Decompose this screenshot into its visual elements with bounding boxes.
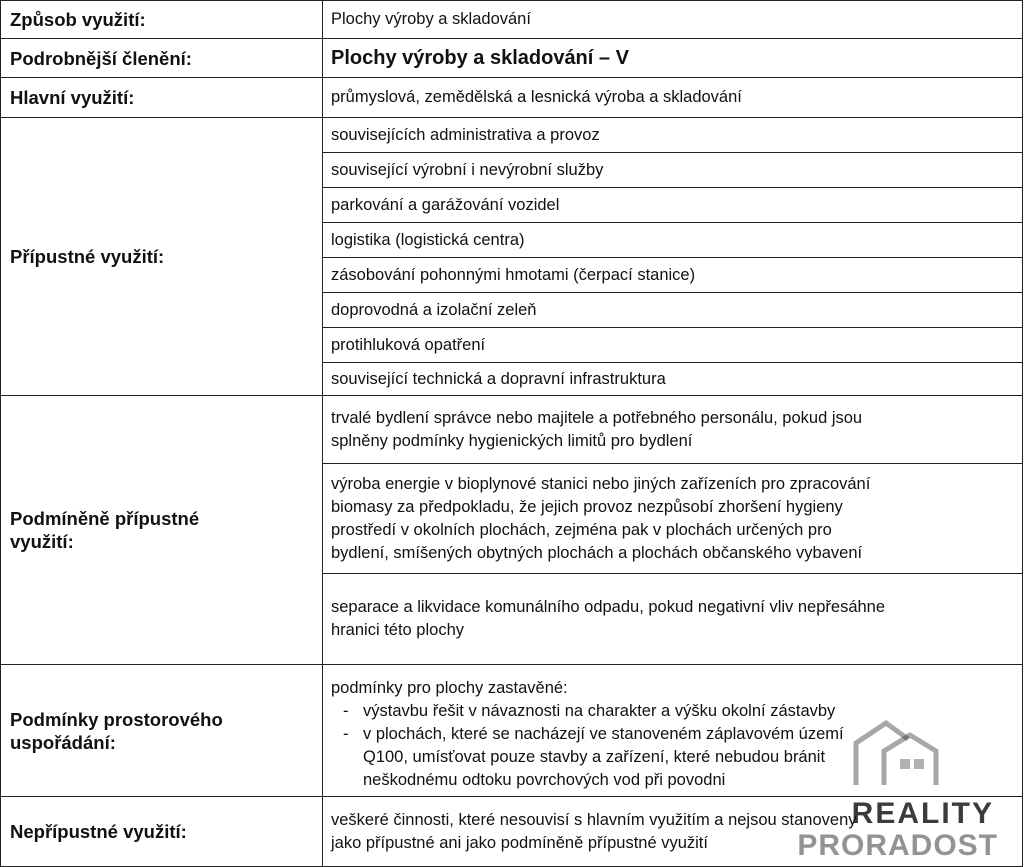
label-zpusob-vyuziti: Způsob využití:	[1, 1, 323, 39]
text-line: hranici této plochy	[331, 621, 464, 639]
label-podminene-pripustne	[1, 396, 323, 665]
text-line: Q100, umísťovat pouze stavby a zařízení, které nebudou bránit	[363, 748, 826, 766]
row-hlavni-vyuziti	[1, 78, 1023, 118]
text-line: jako přípustné ani jako podmíněně přípustné využití	[331, 833, 708, 852]
text-line: - výstavbu řešit v návaznosti na charakter a výšku okolní zástavby	[363, 702, 836, 720]
label-line: využití:	[10, 531, 74, 552]
pripustne-item: zásobování pohonnými hmotami (čerpací stanice)	[323, 258, 1023, 293]
bullet-item	[331, 700, 1016, 723]
label-line: Podmíněně přípustné	[10, 508, 200, 529]
row-nepripustne-vyuziti	[1, 797, 1023, 867]
pripustne-item: souvisejících administrativa a provoz	[323, 118, 1023, 153]
pripustne-item: parkování a garážování vozidel	[323, 188, 1023, 223]
value-podminky-prostoroveho	[323, 665, 1023, 797]
row-podrobnejsi-cleneni	[1, 39, 1023, 78]
watermark-line: PRORADOST	[797, 829, 998, 862]
label-nepripustne-vyuziti: Nepřípustné využití:	[1, 797, 323, 867]
pripustne-item: doprovodná a izolační zeleň	[323, 293, 1023, 328]
value-zpusob-vyuziti: Plochy výroby a skladování	[323, 1, 1023, 39]
row-podminene-pripustne	[1, 396, 1023, 464]
label-podrobnejsi-cleneni: Podrobnější členění:	[1, 39, 323, 78]
text-line: separace a likvidace komunálního odpadu, pokud negativní vliv nepřesáhne	[331, 598, 886, 616]
label-hlavni-vyuziti: Hlavní využití:	[1, 78, 323, 118]
value-podrobnejsi-cleneni: Plochy výroby a skladování – V	[323, 39, 1023, 78]
text-line: neškodnému odtoku povrchových vod při povodni	[363, 771, 726, 789]
pripustne-item: související výrobní i nevýrobní služby	[323, 153, 1023, 188]
value-hlavni-vyuziti: průmyslová, zemědělská a lesnická výroba a skladování	[323, 78, 1023, 118]
text-line: splněny podmínky hygienických limitů pro bydlení	[331, 431, 693, 450]
label-line: Podmínky prostorového	[10, 708, 223, 730]
text-line: trvalé bydlení správce nebo majitele a potřebného personálu, pokud jsou	[331, 408, 863, 427]
label-pripustne-vyuziti: Přípustné využití:	[1, 118, 323, 396]
intro-text: podmínky pro plochy zastavěné:	[331, 679, 568, 697]
value-nepripustne-vyuziti	[323, 797, 1023, 867]
podminene-item	[323, 464, 1023, 574]
text-line: prostředí v okolních plochách, zejména pak v plochách určených pro	[331, 520, 832, 539]
label-podminky-prostoroveho	[1, 665, 323, 797]
row-pripustne-vyuziti	[1, 118, 1023, 153]
pripustne-item: logistika (logistická centra)	[323, 223, 1023, 258]
bullet-list	[331, 700, 1016, 792]
text-line: veškeré činnosti, které nesouvisí s hlavním využitím a nejsou stanoveny	[331, 810, 857, 829]
pripustne-item: protihluková opatření	[323, 328, 1023, 363]
label-line: uspořádání:	[10, 731, 116, 753]
podminene-item	[323, 396, 1023, 464]
podminene-item	[323, 574, 1023, 665]
text-line: - v plochách, které se nacházejí ve stanoveném záplavovém území	[363, 725, 844, 743]
watermark-line: REALITY	[851, 797, 994, 830]
bullet-item	[331, 723, 1016, 792]
pripustne-item: související technická a dopravní infrastruktura	[323, 363, 1023, 396]
row-zpusob-vyuziti	[1, 1, 1023, 39]
row-podminky-prostoroveho	[1, 665, 1023, 797]
text-line: výroba energie v bioplynové stanici nebo jiných zařízeních pro zpracování	[331, 474, 871, 493]
text-line: bydlení, smíšených obytných plochách a plochách občanského vybavení	[331, 543, 863, 562]
text-line: biomasy za předpokladu, že jejich provoz nezpůsobí zhoršení hygieny	[331, 497, 843, 516]
